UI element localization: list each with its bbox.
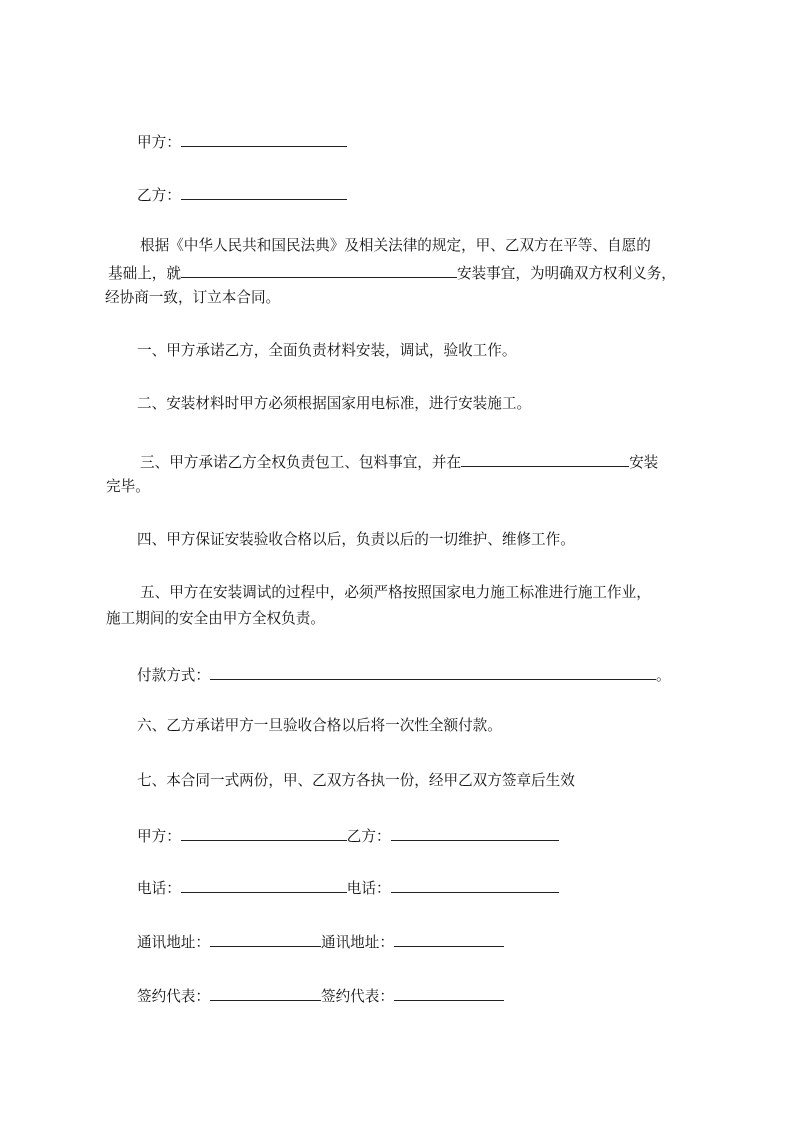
- header-party-b-label: 乙方：: [137, 187, 181, 204]
- clause-3-after: 安装: [629, 454, 659, 471]
- address-a-blank[interactable]: [210, 931, 321, 947]
- sign-party-a-blank[interactable]: [181, 825, 347, 841]
- preamble-line-2: [108, 262, 676, 284]
- clause-3-line-2: 完毕。: [106, 478, 150, 495]
- completion-date-blank[interactable]: [461, 451, 629, 467]
- clause-3-before: 三、甲方承诺乙方全权负责包工、包料事宜，并在: [140, 454, 462, 471]
- address-b-label: 通讯地址：: [320, 934, 394, 951]
- preamble-line-1: 根据《中华人民共和国民法典》及相关法律的规定，甲、乙双方在平等、自愿的: [140, 237, 651, 254]
- payment-label: 付款方式：: [137, 667, 210, 684]
- header-party-b: [137, 184, 347, 206]
- phone-a-label: 电话：: [137, 880, 181, 897]
- header-party-a-blank[interactable]: [181, 131, 347, 147]
- sign-party-b-label: 乙方：: [346, 828, 391, 845]
- rep-b-blank[interactable]: [394, 985, 504, 1001]
- sign-party-a-label: 甲方：: [137, 828, 181, 845]
- sign-rep-row: [137, 985, 504, 1007]
- preamble-before: 基础上，就: [108, 265, 181, 282]
- sign-address-row: [137, 931, 504, 953]
- phone-b-label: 电话：: [346, 880, 391, 897]
- rep-a-blank[interactable]: [210, 985, 321, 1001]
- preamble-after: 安装事宜，为明确双方权利义务，: [456, 265, 676, 282]
- payment-method: [137, 664, 671, 686]
- clause-5-line-2: 施工期间的安全由甲方全权负责。: [106, 610, 325, 627]
- rep-a-label: 签约代表：: [137, 988, 210, 1005]
- header-party-a-label: 甲方：: [137, 134, 181, 151]
- clause-1: 一、甲方承诺乙方，全面负责材料安装，调试，验收工作。: [137, 342, 517, 359]
- phone-b-blank[interactable]: [391, 877, 559, 893]
- sign-party-b-blank[interactable]: [391, 825, 559, 841]
- rep-b-label: 签约代表：: [320, 988, 394, 1005]
- sign-parties-row: [137, 825, 559, 847]
- phone-a-blank[interactable]: [181, 877, 347, 893]
- clause-3-line-1: [140, 451, 658, 473]
- clause-6: 六、乙方承诺甲方一旦验收合格以后将一次性全额付款。: [137, 717, 502, 734]
- clause-4: 四、甲方保证安装验收合格以后，负责以后的一切维护、维修工作。: [137, 531, 575, 548]
- header-party-b-blank[interactable]: [181, 184, 347, 200]
- clause-7: 七、本合同一式两份，甲、乙双方各执一份，经甲乙双方签章后生效: [137, 772, 575, 789]
- clause-2: 二、安装材料时甲方必须根据国家用电标准，进行安装施工。: [137, 395, 532, 412]
- sign-phone-row: [137, 877, 559, 899]
- address-a-label: 通讯地址：: [137, 934, 210, 951]
- payment-end: 。: [655, 667, 671, 684]
- payment-blank[interactable]: [210, 664, 656, 680]
- address-b-blank[interactable]: [394, 931, 504, 947]
- clause-5-line-1: 五、甲方在安装调试的过程中，必须严格按照国家电力施工标准进行施工作业，: [140, 584, 651, 601]
- header-party-a: [137, 131, 347, 153]
- install-item-blank[interactable]: [181, 262, 457, 278]
- preamble-line-3: 经协商一致，订立本合同。: [105, 289, 281, 306]
